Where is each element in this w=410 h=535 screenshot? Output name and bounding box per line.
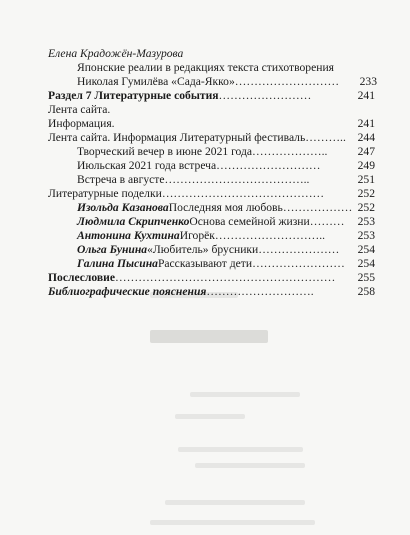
entry-title: Последняя моя любовь (168, 201, 283, 214)
toc-section-heading (48, 89, 375, 103)
toc-entry (48, 117, 375, 131)
page-number: 244 (357, 131, 375, 144)
toc-entry-line (77, 61, 368, 75)
bleed-through-mark (150, 520, 315, 525)
toc-entry (77, 145, 375, 159)
dot-leader: ……………….. (252, 145, 328, 158)
toc-section-heading (48, 271, 375, 285)
entry-title: Июльская 2021 года встреча (77, 159, 217, 172)
toc-entry (77, 215, 375, 229)
entry-title: Николая Гумилёва «Сада-Якко» (77, 75, 235, 88)
author-name: Антонина Кухтина (77, 229, 180, 242)
toc-entry (48, 103, 375, 117)
dot-leader: ……… (309, 215, 345, 228)
page-number: 251 (357, 173, 375, 186)
toc-entry (77, 75, 377, 89)
bleed-through-mark (165, 500, 305, 505)
section-title: Раздел 7 Литературные события (48, 89, 219, 102)
dot-leader: ……….. (305, 131, 346, 144)
page-number: 254 (357, 257, 375, 270)
toc-entry (77, 257, 375, 271)
author-name: Ольга Бунина (77, 243, 148, 256)
bleed-through-heading (150, 330, 268, 343)
toc-entry (48, 187, 375, 201)
dot-leader: ……………… (282, 201, 353, 214)
toc-entry (77, 173, 375, 187)
dot-leader: …………………… (252, 257, 345, 270)
bleed-through-mark (195, 463, 305, 468)
toc-entry (48, 131, 375, 145)
toc-author-heading (48, 47, 368, 61)
bleed-through-mark (175, 414, 245, 419)
bleed-through-mark (190, 392, 300, 397)
dot-leader: …………………… (218, 89, 312, 102)
dot-leader: …………………………………… (161, 187, 325, 200)
entry-title: Японские реалии в редакциях текста стихотворения (77, 61, 334, 74)
page-number: 258 (357, 285, 375, 298)
page-number: 249 (357, 159, 375, 172)
dot-leader: ………………… (258, 243, 340, 256)
bleed-through-mark (178, 447, 303, 452)
page-number: 233 (359, 75, 377, 88)
toc-entry (77, 229, 375, 243)
author-name: Галина Пысина (77, 257, 158, 270)
entry-title: Основа семейной жизни (189, 215, 310, 228)
page-number: 254 (357, 243, 375, 256)
page-number: 253 (357, 229, 375, 242)
dot-leader: ……………………… (216, 159, 321, 172)
entry-title: Встреча в августе (77, 173, 165, 186)
entry-title: Литературные поделки (48, 187, 162, 200)
entry-title: Творческий вечер в июне 2021 года (77, 145, 253, 158)
entry-title: Лента сайта. (48, 103, 111, 116)
dot-leader: ………………………. (206, 285, 314, 298)
entry-title: «Любитель» брусники (147, 243, 259, 256)
section-title: Послесловие (48, 271, 115, 284)
dot-leader: ……………………… (234, 75, 340, 88)
dot-leader: ………………………………………………… (115, 271, 336, 284)
author-name: Елена Крадожён-Мазурова (48, 47, 184, 60)
toc-entry (77, 201, 375, 215)
toc-entry (77, 243, 375, 257)
section-title: Библиографические пояснения (48, 285, 207, 298)
page-number: 253 (357, 215, 375, 228)
entry-title: Игорёк (179, 229, 215, 242)
page-number: 247 (357, 145, 375, 158)
toc-section-heading (48, 285, 375, 299)
dot-leader: ……………………….. (214, 229, 326, 242)
toc-entry (77, 159, 375, 173)
page-number: 255 (357, 271, 375, 284)
entry-title: Лента сайта. Информация Литературный фестиваль (48, 131, 306, 144)
page-number: 241 (357, 117, 375, 130)
dot-leader: ……………………………….. (164, 173, 310, 186)
page-number: 252 (357, 187, 375, 200)
author-name: Изольда Казанова (77, 201, 169, 214)
entry-title: Рассказывают дети (157, 257, 253, 270)
author-name: Людмила Скрипченко (77, 215, 190, 228)
page-number: 252 (357, 201, 375, 214)
entry-title: Информация. (48, 117, 115, 130)
page-number: 241 (357, 89, 375, 102)
